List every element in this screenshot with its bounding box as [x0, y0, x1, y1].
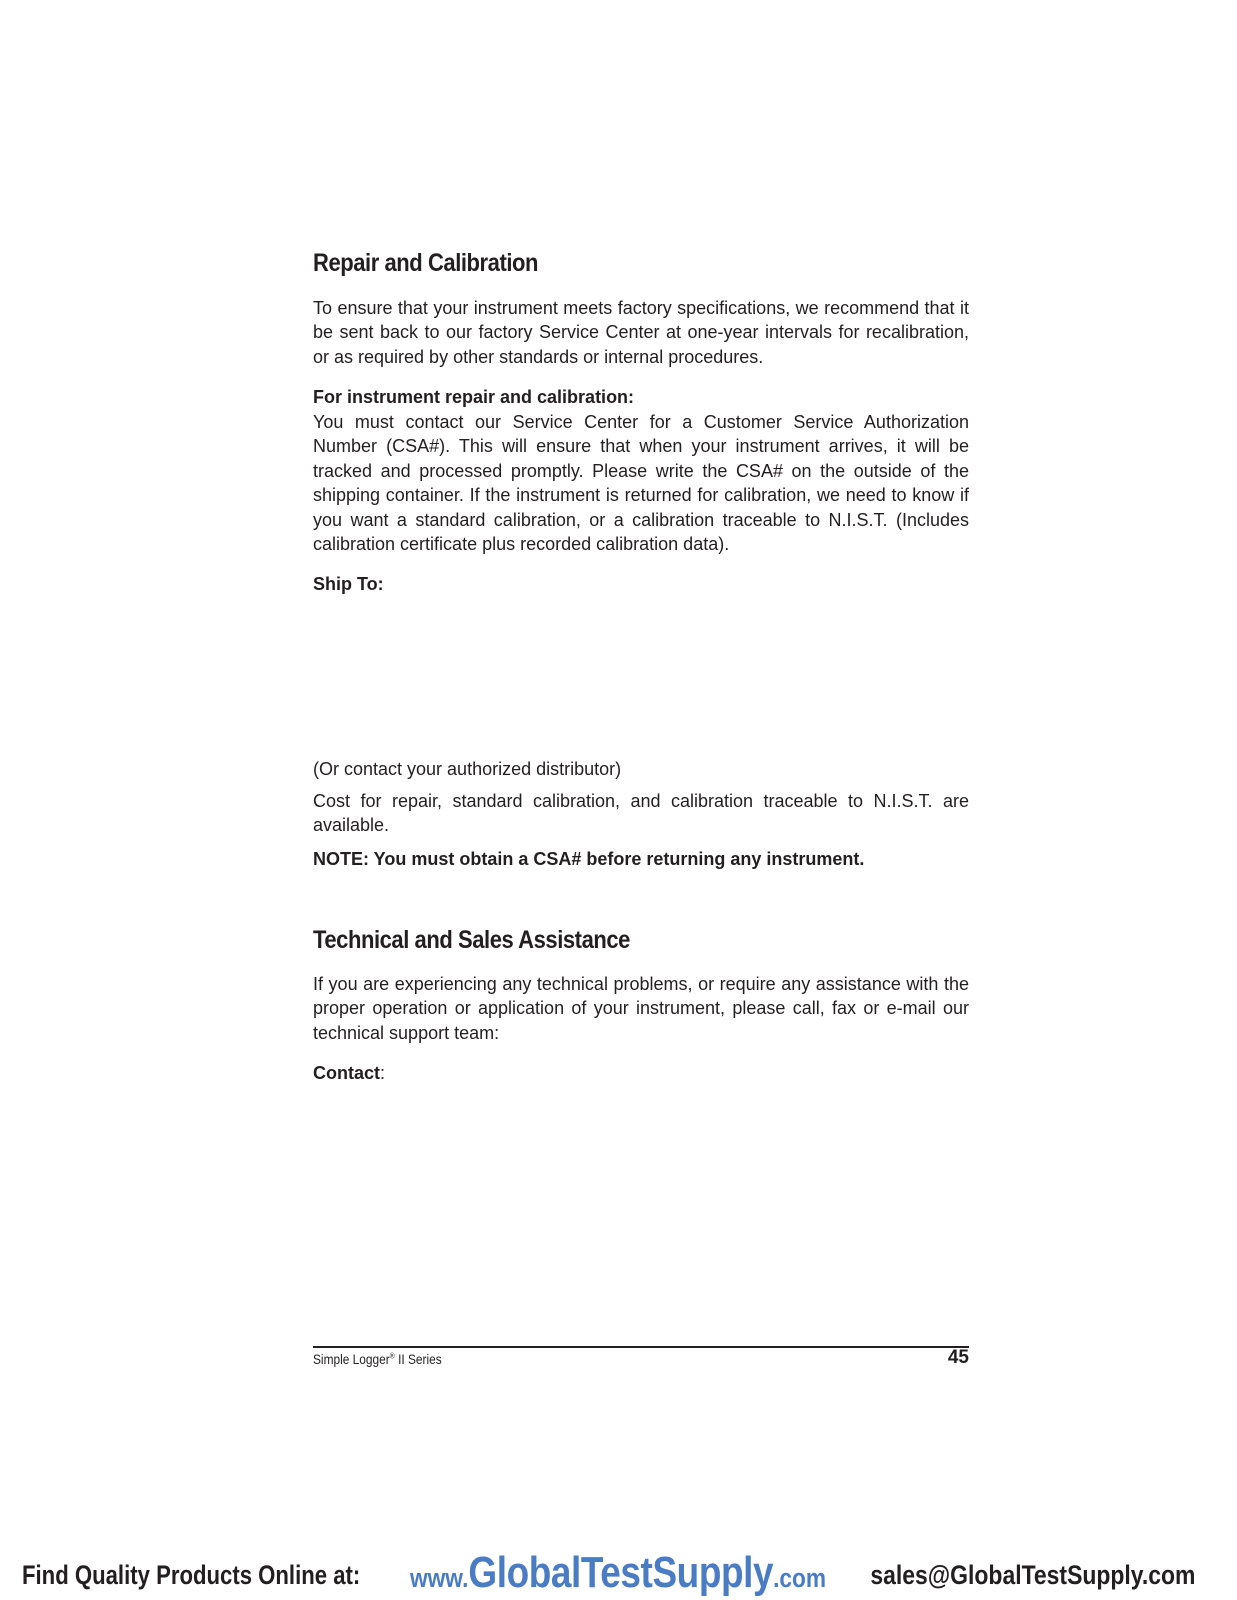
section-heading-repair: Repair and Calibration — [313, 249, 539, 277]
repair-subheading: For instrument repair and calibration: — [313, 387, 635, 407]
page-number: 45 — [947, 1347, 969, 1368]
registered-mark: ® — [389, 1351, 395, 1361]
repair-intro-paragraph: To ensure that your instrument meets factory specifications, we recommend that it be sent back to our factory Service Center at one-year intervals for recalibration, or as required by other standards or internal procedures. — [313, 298, 969, 367]
ship-to-label: Ship To: — [313, 574, 384, 594]
cost-paragraph: Cost for repair, standard calibration, and calibration traceable to N.I.S.T. are available. — [313, 791, 969, 836]
contact-label-text: Contact — [313, 1063, 380, 1083]
series-suffix: II Series — [394, 1351, 442, 1367]
banner-email-link[interactable]: sales@GlobalTestSupply.com — [869, 1560, 1195, 1590]
repair-body-paragraph: You must contact our Service Center for a Customer Service Authorization Number (CSA#). This will ensure that when your instrument arrives, it will be tracked and processed promptly. Please write the CSA# on the outside of the shipping container. If the instrument is returned for calibration, we need to know if you want a standard calibration, or a calibration traceable to N.I.S.T. (Includes calibration certificate plus recorded calibration data). — [313, 412, 969, 555]
footer-divider — [313, 1346, 969, 1348]
footer-series-name — [313, 1351, 442, 1367]
url-prefix: www. — [410, 1563, 469, 1593]
contact-label — [313, 1061, 385, 1085]
distributor-note: (Or contact your authorized distributor) — [313, 759, 622, 779]
banner-tagline: Find Quality Products Online at: — [22, 1560, 361, 1590]
section-heading-tech: Technical and Sales Assistance — [313, 926, 630, 954]
contact-colon: : — [380, 1063, 386, 1083]
url-main: GlobalTestSupply — [468, 1548, 774, 1597]
tech-body-paragraph: If you are experiencing any technical problems, or require any assistance with the proper operation or application of your instrument, please call, fax or e-mail our technical support team: — [313, 974, 969, 1043]
url-suffix: .com — [773, 1563, 827, 1593]
banner-url-link[interactable] — [410, 1548, 826, 1598]
series-name: Simple Logger — [313, 1351, 390, 1367]
csa-note: NOTE: You must obtain a CSA# before returning any instrument. — [313, 849, 865, 869]
